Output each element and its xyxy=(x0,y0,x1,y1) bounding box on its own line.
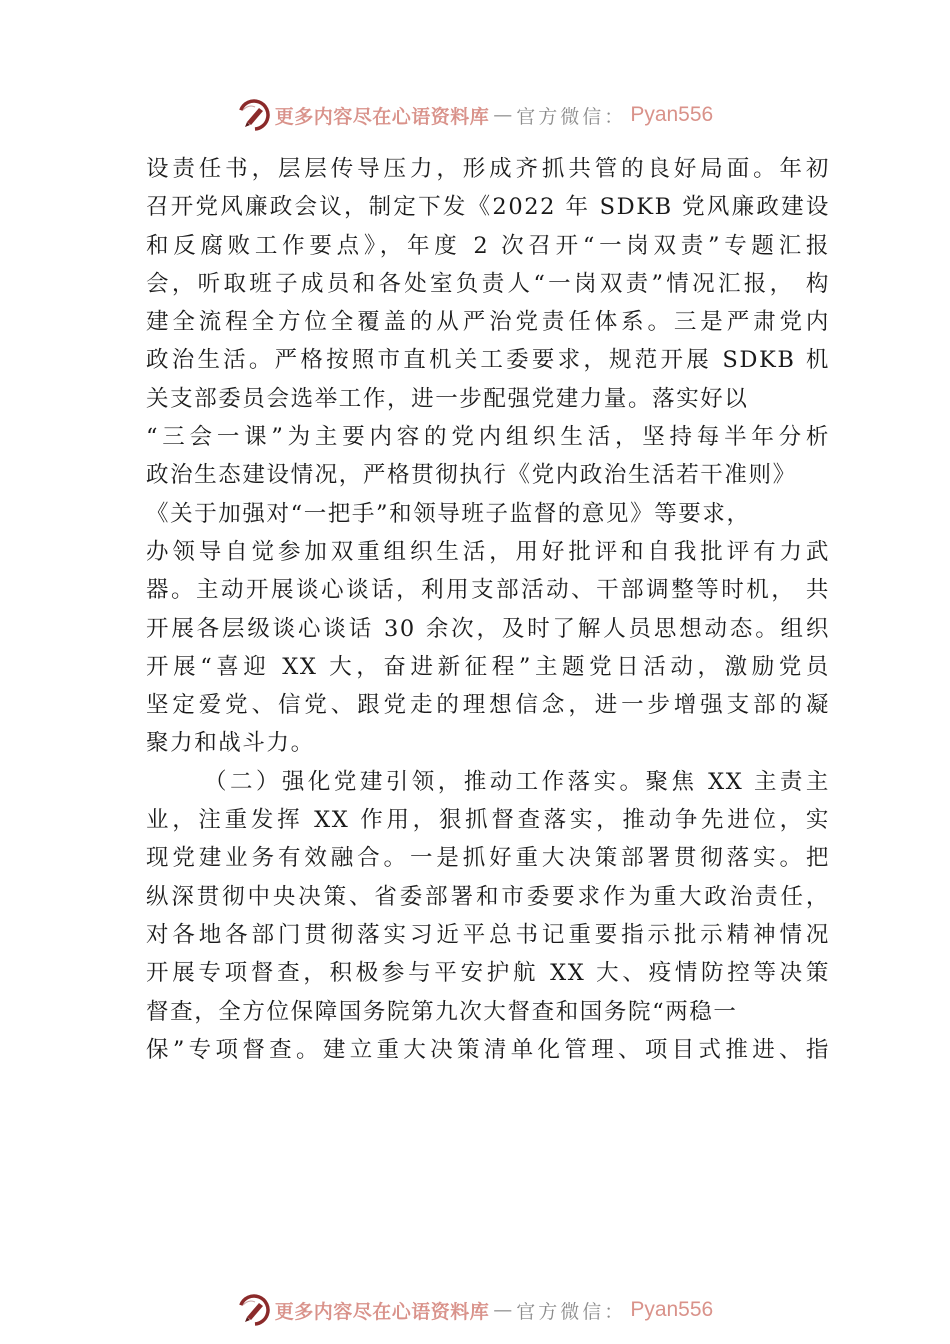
text-line: 坚定爱党、信党、跟党走的理想信念，进一步增强支部的凝 xyxy=(146,692,830,719)
text-line: 器。主动开展谈心谈话，利用支部活动、干部调整等时机， 共 xyxy=(146,577,830,604)
brand-text: 更多内容尽在心语资料库 xyxy=(274,1300,490,1323)
separator-dash: — xyxy=(493,104,513,126)
text-line: 督查，全方位保障国务院第九次大督查和国务院“两稳一 xyxy=(146,998,738,1025)
text-line: “三会一课”为主要内容的党内组织生活，坚持每半年分析 xyxy=(146,424,830,451)
wechat-id: Pyan556 xyxy=(630,103,714,126)
text-line: 开展“喜迎 XX 大，奋进新征程”主题党日活动，激励党员 xyxy=(146,653,830,680)
text-line: 政治生态建设情况，严格贯彻执行《党内政治生活若干准则》 xyxy=(146,462,797,489)
text-line: 和反腐败工作要点》，年度 2 次召开“一岗双责”专题汇报 xyxy=(146,232,830,259)
text-line: 纵深贯彻中央决策、省委部署和市委要求作为重大政治责任， xyxy=(146,883,830,910)
text-line: 关支部委员会选举工作，进一步配强党建力量。落实好以 xyxy=(146,385,749,412)
brand-text: 更多内容尽在心语资料库 xyxy=(274,105,490,128)
text-line: 对各地各部门贯彻落实习近平总书记重要指示批示精神情况 xyxy=(146,921,830,948)
wechat-label: 官方微信： xyxy=(516,105,627,128)
text-line: 业，注重发挥 XX 作用，狠抓督查落实，推动争先进位，实 xyxy=(146,807,830,834)
document-body xyxy=(146,150,830,1069)
text-line: 开展各层级谈心谈话 30 余次，及时了解人员思想动态。组织 xyxy=(146,615,830,642)
wechat-id: Pyan556 xyxy=(630,1298,714,1321)
text-line: 保”专项督查。建立重大决策清单化管理、项目式推进、指 xyxy=(146,1036,830,1063)
text-line: 设责任书，层层传导压力，形成齐抓共管的良好局面。年初 xyxy=(146,156,830,182)
quill-pen-logo-icon xyxy=(237,98,271,132)
wechat-label: 官方微信： xyxy=(516,1300,627,1323)
text-line: 现党建业务有效融合。一是抓好重大决策部署贯彻落实。把 xyxy=(146,845,830,872)
footer-banner xyxy=(0,1288,950,1332)
section-heading-line: （二）强化党建引领，推动工作落实。聚焦 XX 主责主 xyxy=(204,768,830,795)
text-line: 建全流程全方位全覆盖的从严治党责任体系。三是严肃党内 xyxy=(146,309,830,336)
quill-pen-logo-icon xyxy=(237,1293,271,1327)
text-line: 聚力和战斗力。 xyxy=(146,730,315,757)
header-banner xyxy=(0,93,950,137)
text-line: 办领导自觉参加双重组织生活，用好批评和自我批评有力武 xyxy=(146,538,830,565)
text-line: 政治生活。严格按照市直机关工委要求，规范开展 SDKB 机 xyxy=(146,347,830,374)
text-line: 召开党风廉政会议，制定下发《2022 年 SDKB 党风廉政建设 xyxy=(146,194,830,221)
text-line: 开展专项督查，积极参与平安护航 XX 大、疫情防控等决策 xyxy=(146,960,830,987)
text-line: 《关于加强对“一把手”和领导班子监督的意见》等要求， xyxy=(146,500,751,527)
text-line: 会，听取班子成员和各处室负责人“一岗双责”情况汇报， 构 xyxy=(146,270,830,297)
separator-dash: — xyxy=(493,1299,513,1321)
